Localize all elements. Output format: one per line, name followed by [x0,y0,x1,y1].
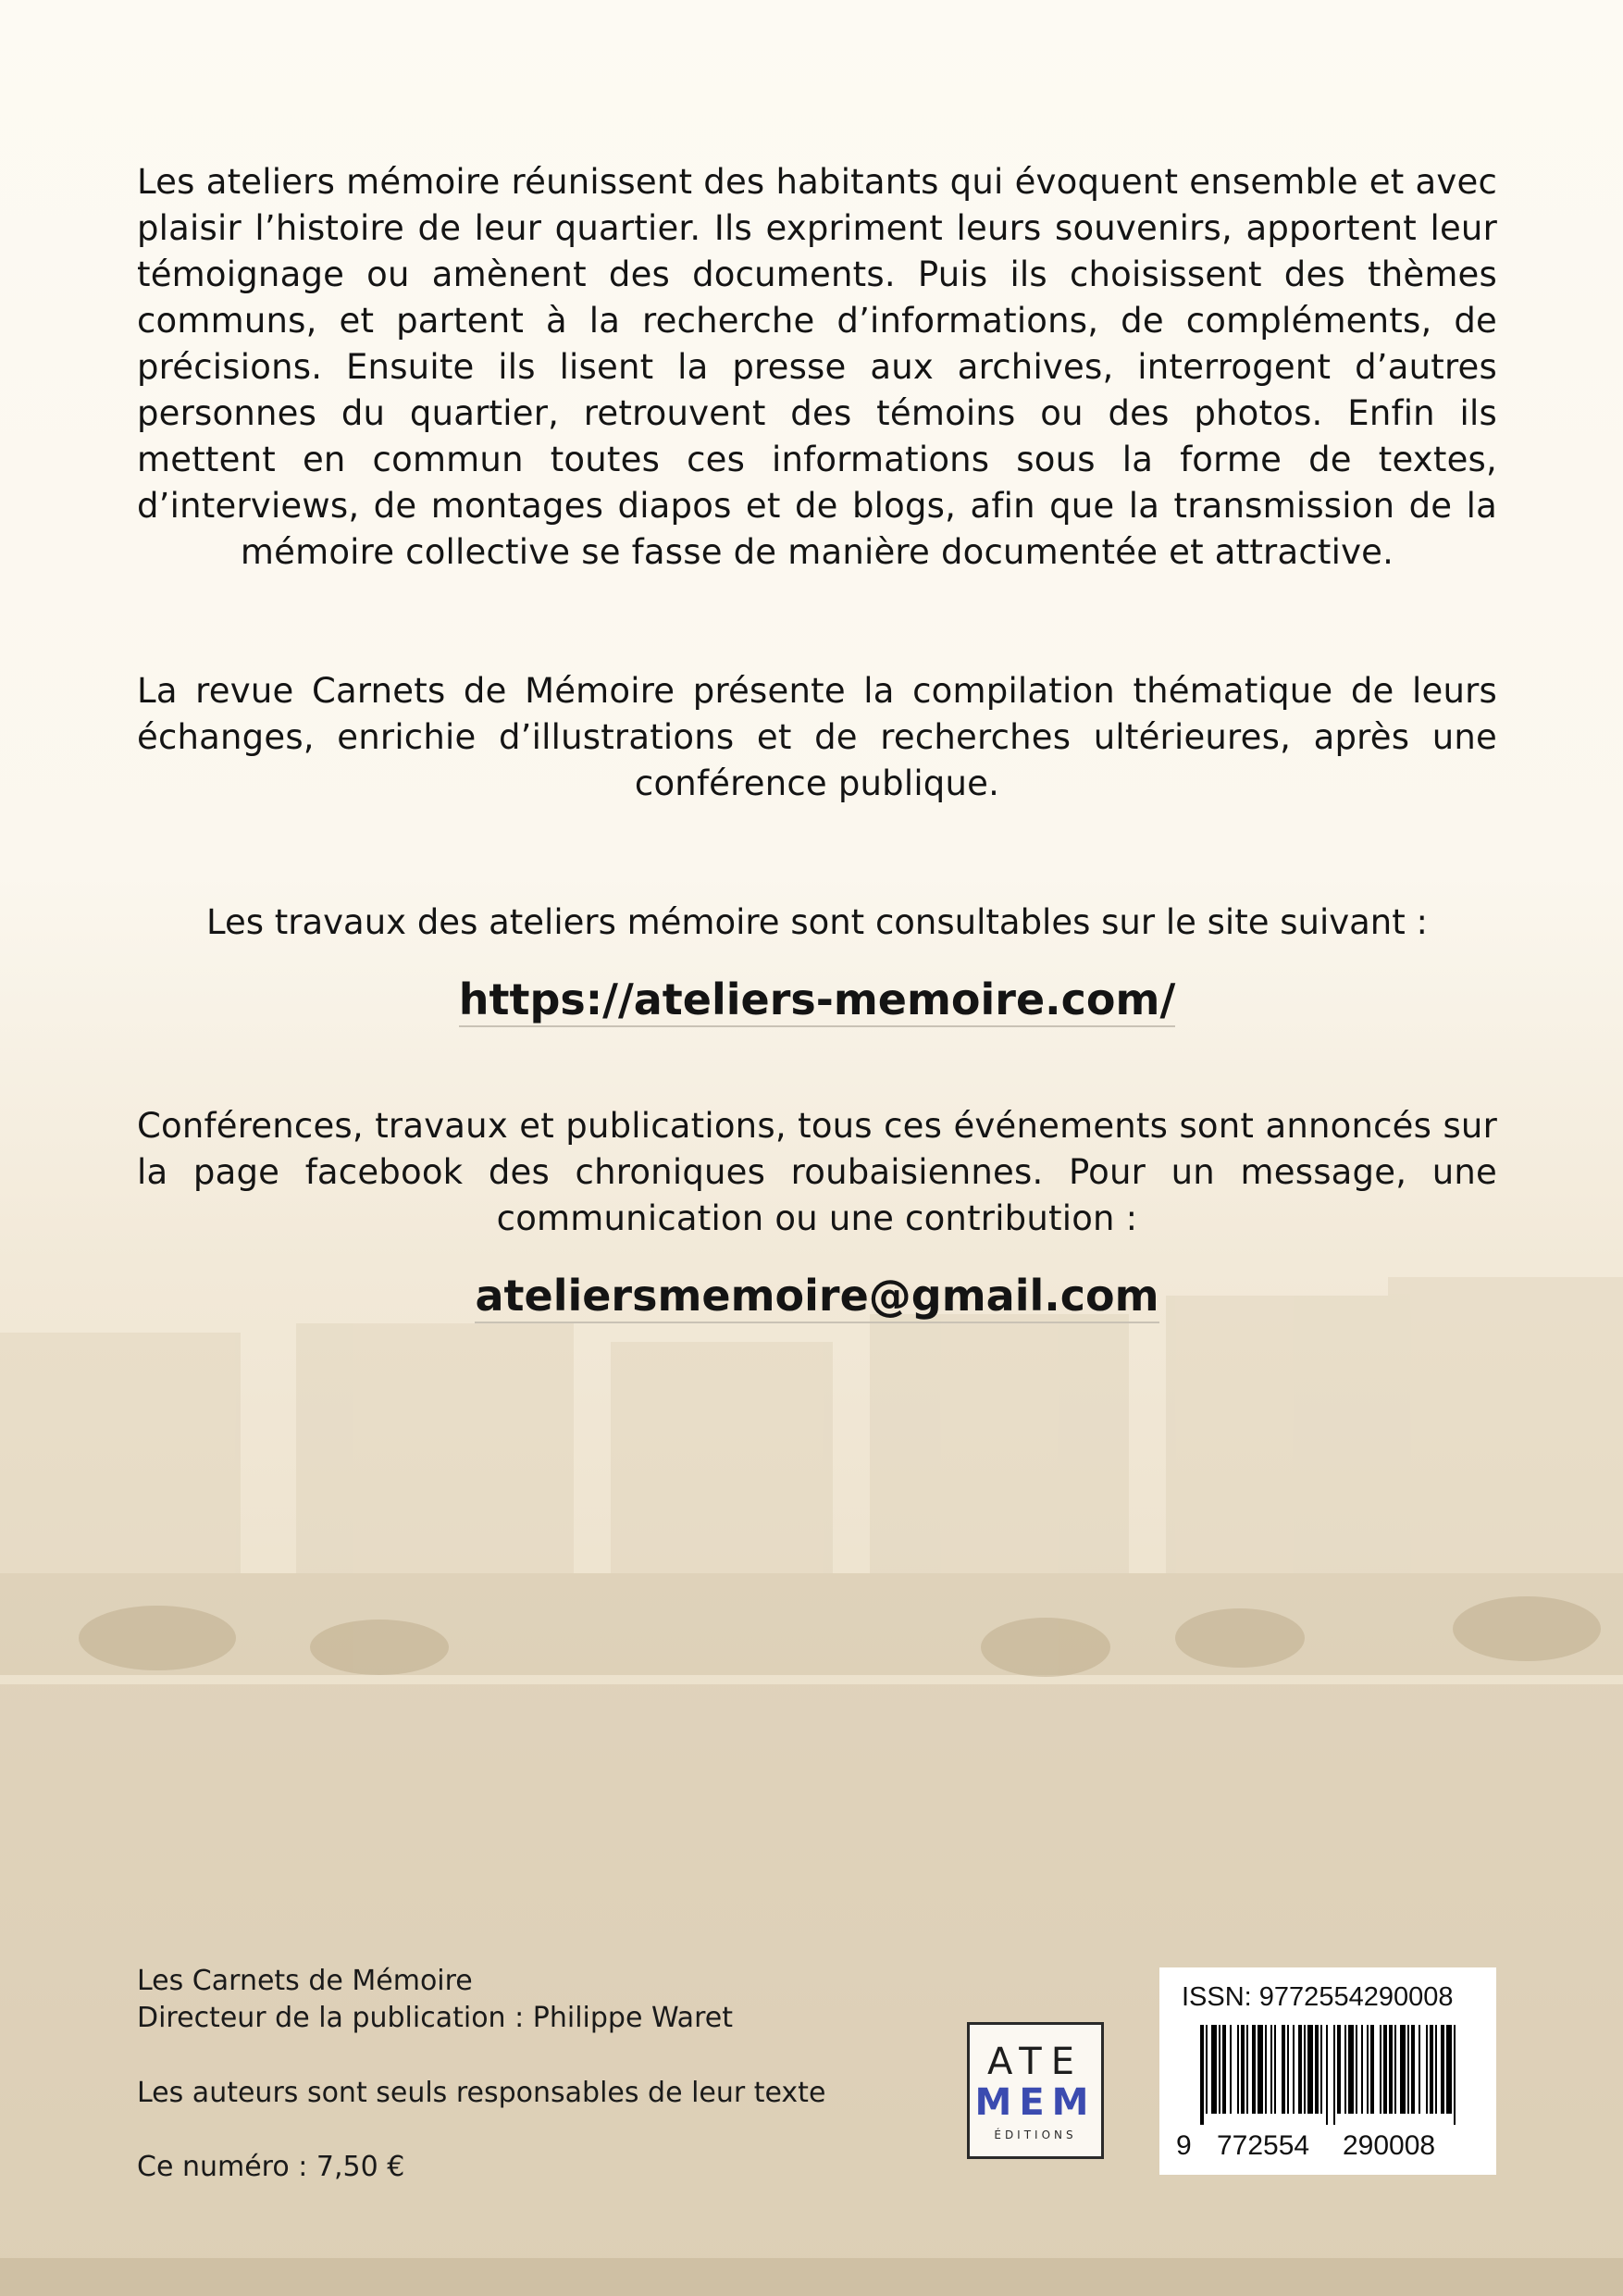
barcode-first-digit: 9 [1176,2130,1192,2161]
barcode-bar [1389,2025,1393,2114]
barcode-bar [1206,2025,1208,2114]
barcode-bar [1326,2025,1328,2125]
barcode-bar [1200,2025,1204,2125]
barcode-bar [1426,2025,1428,2114]
barcode-bar [1246,2025,1248,2114]
barcode-bar [1348,2025,1354,2114]
barcode-bar [1367,2025,1369,2114]
publication-name: Les Carnets de Mémoire [137,1965,473,1997]
intro-paragraph: Les ateliers mémoire réunissent des habitants qui évoquent ensemble et avec plaisir l’histoire de leur quartier. Ils expriment leurs souvenirs, apportent leur témoignage ou amènent des documents. Puis ils choisissent des thèmes communs, et partent à la recherche d’informations, de compléments, de précisions. Ensuite ils lisent la presse aux archives, interrogent d’autres personnes du quartier, retrouvent des témoins ou des photos. Enfin ils mettent en commun toutes ces informations sous la forme de textes, d’interviews, de montages diapos et de blogs, afin que la transmission de la mémoire collective se fasse de manière documentée et attractive. [137,162,1497,572]
issn-barcode [1159,1967,1496,2175]
barcode-right-digits: 290008 [1343,2130,1436,2161]
logo-line-editions: ÉDITIONS [994,2128,1077,2141]
authors-note: Les auteurs sont seuls responsables de leur texte [137,2077,826,2109]
barcode-bar [1320,2025,1322,2114]
barcode-bar [1394,2025,1396,2114]
barcode-bar [1446,2025,1452,2114]
barcode-bar [1407,2025,1409,2114]
barcode-bar [1270,2025,1272,2114]
atemem-editions-logo [967,2022,1104,2159]
barcode-bar [1237,2025,1239,2114]
barcode-bar [1435,2025,1437,2114]
barcode-bar [1274,2025,1276,2114]
barcode-bar [1419,2025,1420,2114]
email-link[interactable]: ateliersmemoire@gmail.com [475,1271,1158,1323]
barcode-bar [1315,2025,1319,2114]
barcode-bar [1383,2025,1387,2114]
barcode-bar [1333,2025,1335,2125]
barcode-bar [1337,2025,1341,2114]
barcode-bars [1200,2025,1459,2125]
barcode-bar [1430,2025,1433,2114]
barcode-bar [1219,2025,1220,2114]
barcode-bar [1293,2025,1295,2114]
issn-label: ISSN: 9772554290008 [1182,1982,1454,2012]
barcode-bar [1380,2025,1381,2114]
barcode-bar [1211,2025,1217,2114]
barcode-bar [1282,2025,1285,2114]
barcode-bar [1265,2025,1267,2114]
barcode-bar [1370,2025,1374,2114]
barcode-bar [1241,2025,1245,2114]
barcode-bar [1356,2025,1357,2114]
barcode-bar [1304,2025,1306,2114]
barcode-bar [1287,2025,1289,2114]
site-intro-text: Les travaux des ateliers mémoire sont consultables sur le site suivant : [205,902,1428,942]
barcode-bar [1230,2025,1232,2114]
barcode-bar [1441,2025,1444,2114]
email-link-line [137,1268,1497,1323]
logo-line-mem: MEM [974,2081,1096,2124]
barcode-bar [1454,2025,1456,2125]
website-link-line [137,972,1497,1027]
website-link[interactable]: https://ateliers-memoire.com/ [459,974,1176,1027]
barcode-bar [1307,2025,1313,2114]
barcode-bar [1400,2025,1406,2114]
publication-director: Directeur de la publication : Philippe Waret [137,2002,733,2034]
barcode-bar [1411,2025,1415,2114]
barcode-bar [1298,2025,1302,2114]
barcode-bar [1361,2025,1363,2114]
revue-paragraph: La revue Carnets de Mémoire présente la compilation thématique de leurs échanges, enrichie d’illustrations et de recherches ultérieures, après une conférence publique. [137,671,1497,803]
barcode-bar [1258,2025,1263,2114]
announcement-paragraph: Conférences, travaux et publications, tous ces événements sont annoncés sur la page facebook des chroniques roubaisiennes. Pour un message, une communication ou une contribution : [137,1106,1497,1238]
logo-line-ate: ATE [987,2041,1084,2083]
publication-info [137,1963,733,2037]
barcode-bar [1344,2025,1346,2114]
barcode-bar [1222,2025,1226,2114]
barcode-left-digits: 772554 [1217,2130,1310,2161]
barcode-bar [1252,2025,1256,2114]
issue-price: Ce numéro : 7,50 € [137,2151,405,2183]
